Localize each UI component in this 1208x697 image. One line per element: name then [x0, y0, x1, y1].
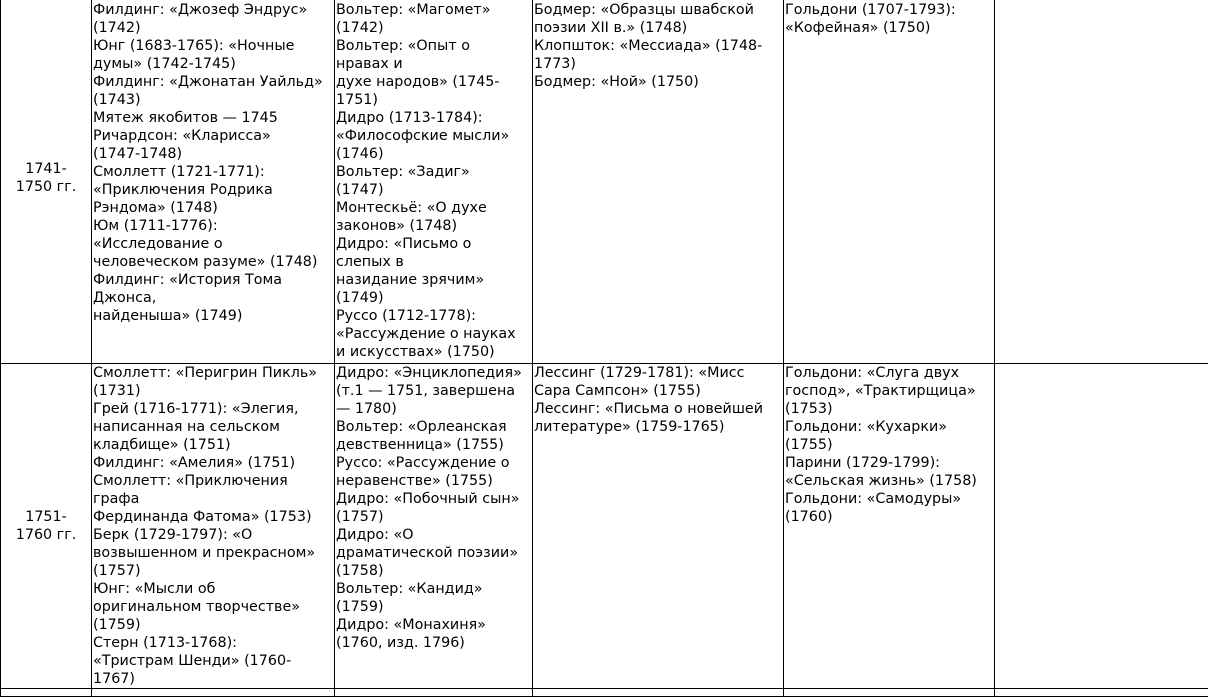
- period-cell: [1, 689, 92, 697]
- entry-line: (1749): [336, 289, 532, 307]
- entry-line: (1757): [336, 508, 532, 526]
- entry-line: Бодмер: «Образцы швабской: [534, 1, 783, 19]
- entry-line: драматической поэзии»: [336, 544, 532, 562]
- entry-line: Ричардсон: «Кларисса»: [93, 127, 334, 145]
- entry-line: думы» (1742-1745): [93, 55, 334, 73]
- entry-line: Дидро: «Письмо о: [336, 235, 532, 253]
- entry-line: Фердинанда Фатома» (1753): [93, 508, 334, 526]
- england-cell: [92, 689, 335, 697]
- entry-line: — 1780): [336, 400, 532, 418]
- entry-line: Лессинг (1729-1781): «Мисс: [534, 364, 783, 382]
- entry-line: Руссо: «Рассуждение о: [336, 454, 532, 472]
- entry-line: (1759): [93, 616, 334, 634]
- entry-line: Дидро (1713-1784):: [336, 109, 532, 127]
- entry-line: (1743): [93, 91, 334, 109]
- entry-line: Парини (1729-1799):: [785, 454, 994, 472]
- period-line: 1741-: [2, 160, 90, 178]
- entry-line: и искусствах» (1750): [336, 343, 532, 361]
- entry-line: Стерн (1713-1768):: [93, 634, 334, 652]
- germany-cell: [533, 0, 784, 364]
- period-line: 1750 гг.: [2, 178, 90, 196]
- entry-line: кладбище» (1751): [93, 436, 334, 454]
- entry-line: (1742): [93, 19, 334, 37]
- entry-line: законов» (1748): [336, 217, 532, 235]
- table-row: [1, 0, 1208, 364]
- entry-line: Руссо (1712-1778):: [336, 307, 532, 325]
- entry-line: (1759): [336, 598, 532, 616]
- entry-line: Смоллетт: «Перигрин Пикль»: [93, 364, 334, 382]
- entry-line: Гольдони: «Кухарки»: [785, 418, 994, 436]
- table-row: [1, 364, 1208, 689]
- england-cell: [92, 364, 335, 689]
- entry-line: «Рассуждение о науках: [336, 325, 532, 343]
- entry-line: (1746): [336, 145, 532, 163]
- entry-line: Бодмер: «Ной» (1750): [534, 73, 783, 91]
- entry-line: Грей (1716-1771): «Элегия,: [93, 400, 334, 418]
- entry-line: Смоллетт (1721-1771):: [93, 163, 334, 181]
- entry-line: Юнг: «Мысли об: [93, 580, 334, 598]
- period-cell: [1, 0, 92, 364]
- entry-line: 1773): [534, 55, 783, 73]
- entry-line: Юм (1711-1776):: [93, 217, 334, 235]
- entry-line: Гольдони: «Самодуры»: [785, 490, 994, 508]
- entry-line: человеческом разуме» (1748): [93, 253, 334, 271]
- entry-line: Дидро: «Энциклопедия»: [336, 364, 532, 382]
- entry-line: Смоллетт: «Приключения: [93, 472, 334, 490]
- france-cell: [335, 689, 533, 697]
- entry-line: «Приключения Родрика: [93, 181, 334, 199]
- period-line: 1760 гг.: [2, 526, 90, 544]
- entry-line: Вольтер: «Опыт о: [336, 37, 532, 55]
- entry-line: духе народов» (1745-: [336, 73, 532, 91]
- entry-line: (1747): [336, 181, 532, 199]
- france-cell: [335, 0, 533, 364]
- entry-line: литературе» (1759-1765): [534, 418, 783, 436]
- entry-line: слепых в: [336, 253, 532, 271]
- entry-line: Вольтер: «Кандид»: [336, 580, 532, 598]
- entry-line: возвышенном и прекрасном»: [93, 544, 334, 562]
- entry-line: Дидро: «О: [336, 526, 532, 544]
- entry-line: Филдинг: «Джозеф Эндрус»: [93, 1, 334, 19]
- entry-line: Вольтер: «Орлеанская: [336, 418, 532, 436]
- entry-line: «Исследование о: [93, 235, 334, 253]
- italy-cell: [784, 0, 995, 364]
- extra-cell: [995, 0, 1208, 364]
- entry-line: (1753): [785, 400, 994, 418]
- entry-line: Лессинг: «Письма о новейшей: [534, 400, 783, 418]
- germany-cell: [533, 364, 784, 689]
- entry-line: (т.1 — 1751, завершена: [336, 382, 532, 400]
- entry-line: Монтескьё: «О духе: [336, 199, 532, 217]
- entry-line: 1767): [93, 670, 334, 688]
- entry-line: господ», «Трактирщица»: [785, 382, 994, 400]
- entry-line: Юнг (1683-1765): «Ночные: [93, 37, 334, 55]
- entry-line: «Кофейная» (1750): [785, 19, 994, 37]
- entry-line: нравах и: [336, 55, 532, 73]
- extra-cell: [995, 689, 1208, 697]
- entry-line: оригинальном творчестве»: [93, 598, 334, 616]
- entry-line: (1758): [336, 562, 532, 580]
- table-row: [1, 689, 1208, 697]
- entry-line: Филдинг: «Джонатан Уайльд»: [93, 73, 334, 91]
- entry-line: неравенстве» (1755): [336, 472, 532, 490]
- entry-line: Клопшток: «Мессиада» (1748-: [534, 37, 783, 55]
- entry-line: Вольтер: «Магомет»: [336, 1, 532, 19]
- entry-line: Вольтер: «Задиг»: [336, 163, 532, 181]
- entry-line: Джонса,: [93, 289, 334, 307]
- entry-line: Филдинг: «Амелия» (1751): [93, 454, 334, 472]
- entry-line: (1755): [785, 436, 994, 454]
- entry-line: 1751): [336, 91, 532, 109]
- italy-cell: [784, 689, 995, 697]
- entry-line: назидание зрячим»: [336, 271, 532, 289]
- entry-line: графа: [93, 490, 334, 508]
- entry-line: «Сельская жизнь» (1758): [785, 472, 994, 490]
- entry-line: Филдинг: «История Тома: [93, 271, 334, 289]
- italy-cell: [784, 364, 995, 689]
- entry-line: Гольдони: «Слуга двух: [785, 364, 994, 382]
- entry-line: «Тристрам Шенди» (1760-: [93, 652, 334, 670]
- entry-line: Сара Сампсон» (1755): [534, 382, 783, 400]
- entry-line: (1760, изд. 1796): [336, 634, 532, 652]
- entry-line: (1731): [93, 382, 334, 400]
- england-cell: [92, 0, 335, 364]
- entry-line: «Философские мысли»: [336, 127, 532, 145]
- entry-line: написанная на сельском: [93, 418, 334, 436]
- france-cell: [335, 364, 533, 689]
- entry-line: поэзии XII в.» (1748): [534, 19, 783, 37]
- entry-line: (1757): [93, 562, 334, 580]
- period-line: 1751-: [2, 508, 90, 526]
- entry-line: Берк (1729-1797): «О: [93, 526, 334, 544]
- entry-line: (1760): [785, 508, 994, 526]
- period-cell: [1, 364, 92, 689]
- entry-line: Дидро: «Побочный сын»: [336, 490, 532, 508]
- entry-line: Рэндома» (1748): [93, 199, 334, 217]
- entry-line: девственница» (1755): [336, 436, 532, 454]
- entry-line: (1747-1748): [93, 145, 334, 163]
- entry-line: Мятеж якобитов — 1745: [93, 109, 334, 127]
- extra-cell: [995, 364, 1208, 689]
- entry-line: Дидро: «Монахиня»: [336, 616, 532, 634]
- entry-line: найденыша» (1749): [93, 307, 334, 325]
- entry-line: Гольдони (1707-1793):: [785, 1, 994, 19]
- entry-line: (1742): [336, 19, 532, 37]
- germany-cell: [533, 689, 784, 697]
